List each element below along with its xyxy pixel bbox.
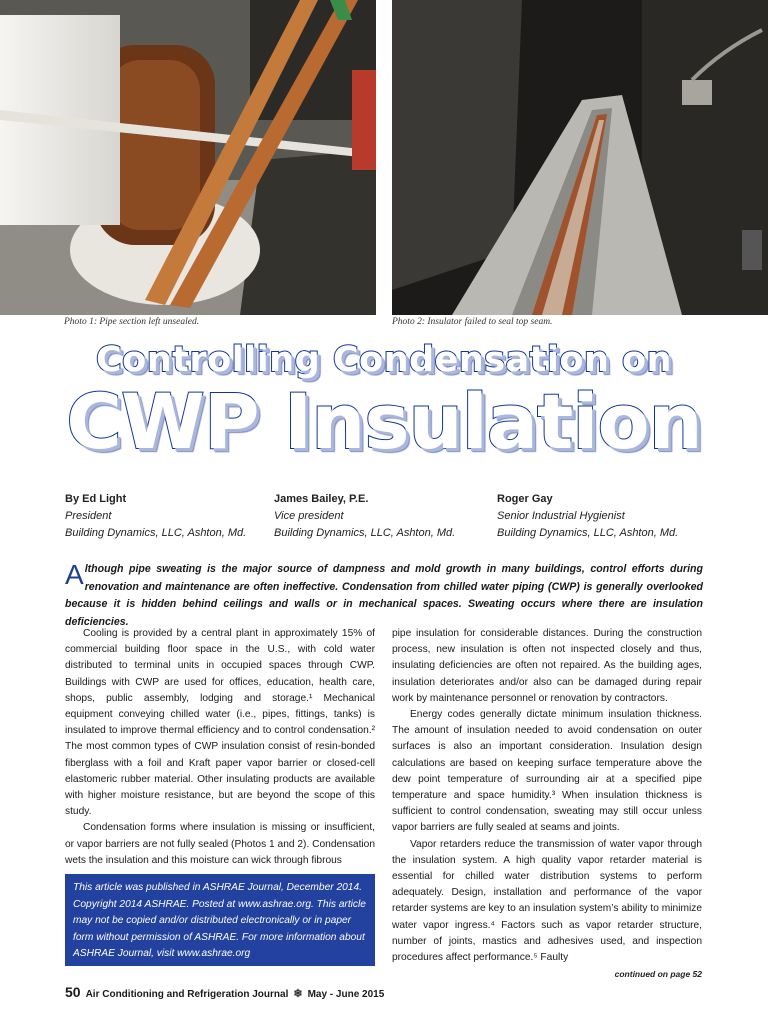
body-paragraph: Vapor retarders reduce the transmission of water vapor through the insulation system. A high quality vapor retarder material is essential for chilled water distribution systems to perform adequately. Design, installation and performance of the vapor retarder systems are key to an insulation system’s ability to minimize water vapor ingress.⁴ Factors such as vapor retarder structure, number of joints, mastics and adhesives used, and inspection procedures affect performance.⁵ Faulty (392, 838, 702, 964)
headline-line-1: Controlling Condensation on (96, 340, 672, 380)
intro-text: lthough pipe sweating is the major source of dampness and mold growth in many buildings, control efforts during renovation and maintenance are often ineffective. Condensation from chilled water piping (CWP) is generally overlooked because it is hidden behind ceilings and walls or in mechanical spaces. Sweating occurs where there are insulation deficiencies. (65, 563, 703, 628)
journal-name: Air Conditioning and Refrigeration Journal (85, 989, 289, 1000)
headline-line-2: CWP Insulation (66, 377, 702, 466)
body-paragraph: Condensation forms where insulation is missing or insufficient, or vapor barriers are not fully sealed (Photos 1 and 2). Condensation wets the insulation and this moisture can wick through fibrous (65, 822, 375, 866)
author-block (274, 491, 455, 542)
author-block (497, 491, 678, 542)
author-name: James Bailey, P.E. (274, 493, 369, 505)
photo-pipe-section (0, 0, 376, 315)
author-affiliation: Building Dynamics, LLC, Ashton, Md. (497, 527, 679, 539)
copyright-notice: This article was published in ASHRAE Journal, December 2014. Copyright 2014 ASHRAE. Posted at www.ashrae.org. This article may not be copied and/or distributed electronically or in paper form without permission of ASHRAE. For more information about ASHRAE Journal, visit www.ashrae.org (65, 874, 375, 966)
author-role: President (65, 510, 112, 522)
page-number: 50 (65, 984, 81, 1000)
page-footer (65, 984, 384, 1000)
author-name: Roger Gay (497, 493, 553, 505)
body-paragraph: Energy codes generally dictate minimum insulation thickness. The amount of insulation needed to avoid condensation on outer surfaces is also an important consideration. Insulation design calculations are based on keeping surface temperature above the dew point temperature of surrounding air at a specified pipe temperature and space humidity.³ When insulation thickness is sufficient to control condensation, sweating may still occur unless vapor barriers are fully sealed at seams and joints. (392, 709, 702, 834)
continued-note: continued on page 52 (614, 969, 702, 979)
author-affiliation: Building Dynamics, LLC, Ashton, Md. (274, 527, 456, 539)
snowflake-icon: ❄ (293, 988, 303, 1000)
issue-date: May - June 2015 (307, 989, 385, 1000)
author-block (65, 491, 246, 542)
author-name: By Ed Light (65, 493, 127, 505)
body-paragraph: Cooling is provided by a central plant in approximately 15% of commercial building floor space in the U.S., with cold water distributed to terminal units in occupied spaces through CWP. Buildings with CWP are used for offices, education, health care, shops, public assembly, lodging and storage.¹ Mechanical equipment conveying chilled water (i.e., pipes, fittings, tanks) is insulated to improve thermal efficiency and to control condensation.² The most common types of CWP insulation consist of resin-bonded fiberglass with a foil and Kraft paper vapor barrier or closed-cell elastomeric rubber material. Other insulating products are available with higher moisture resistance, but are beyond the scope of this study. (65, 628, 375, 818)
body-column-right (392, 626, 702, 966)
author-role: Vice president (274, 510, 344, 522)
drop-cap: A (65, 559, 84, 590)
intro-paragraph (65, 561, 703, 631)
body-column-left (65, 626, 375, 869)
photo-caption: Photo 1: Pipe section left unsealed. (64, 317, 200, 327)
author-role: Senior Industrial Hygienist (497, 510, 625, 522)
body-paragraph: pipe insulation for considerable distances. During the construction process, new insulation is often not inspected closely and thus, insulating deficiencies are often not repaired. As the building ages, insulation deteriorates and/or also can be damaged during repair work by maintenance personnel or renovation by contractors. (392, 628, 702, 704)
photo-insulation-seam (392, 0, 768, 315)
author-affiliation: Building Dynamics, LLC, Ashton, Md. (65, 527, 247, 539)
photo-caption: Photo 2: Insulator failed to seal top seam. (392, 317, 553, 327)
